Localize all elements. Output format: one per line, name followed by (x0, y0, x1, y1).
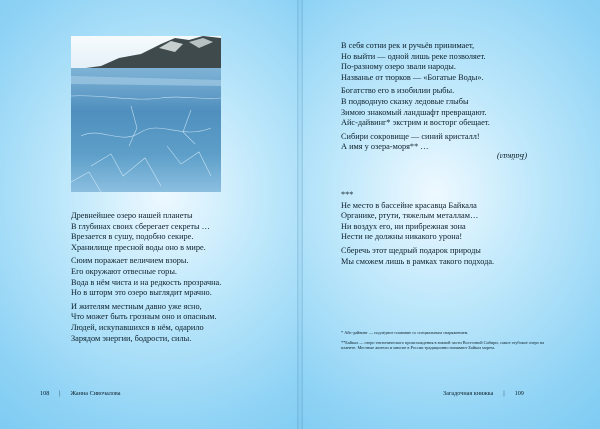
author-name: Жанна Сивочалова (70, 390, 121, 397)
page-number: 108 (40, 390, 50, 397)
poem-line: Врезается в сушу, подобно секире. (71, 232, 194, 242)
poem-line: Древнейшее озеро нашей планеты (71, 211, 193, 220)
poem-line: Названье от тюрков — «Богатые Воды». (341, 72, 484, 82)
poem-line: Ни воздух его, ни прибрежная зона (341, 221, 466, 231)
poem-line: Зимою знакомый ландшафт превращают. (341, 107, 487, 117)
poem-line: Мы сможем лишь в рамках такого подхода. (341, 256, 495, 266)
poem-heading: *** (341, 190, 354, 199)
poem-line: Но в шторм это озеро выглядит мрачно. (71, 288, 212, 298)
stanza (341, 132, 490, 153)
stanza (341, 246, 494, 267)
poem-signature: (Байкал) (497, 152, 528, 161)
left-poem (71, 211, 221, 347)
footnotes (341, 330, 553, 355)
stanza (71, 256, 221, 298)
right-page (300, 0, 600, 429)
poem-line: Его окружают отвесные горы. (71, 266, 177, 276)
stanza (341, 86, 490, 128)
right-poem-bottom (341, 190, 494, 270)
poem-line: Что может быть грозным оно и опасным. (71, 312, 217, 322)
book-title: Загадочная книжка (443, 390, 494, 397)
poem-line: Сюим поражает величием взоры. (71, 256, 189, 266)
poem-line: Сибири сокровище — синий кристалл! (341, 131, 480, 141)
poem-line: Айс-дайвинг* экстрим и восторг обещает. (341, 118, 490, 128)
page-number: 109 (514, 390, 524, 397)
poem-line: Богатство его в изобилии рыбы. (341, 86, 455, 96)
book-gutter (297, 0, 303, 429)
footnote: * Айс-дайвинг — подлёдное плавание со специальным снаряжением. (341, 330, 469, 335)
poem-line: В себя сотни рек и ручьёв принимает, (341, 41, 475, 50)
poem-line: Людей, искупавшихся в нём, одарило (71, 322, 204, 332)
left-page-footer (40, 390, 121, 397)
stanza (341, 41, 490, 83)
poem-line: А имя у озера-моря** … (341, 142, 429, 152)
right-poem-top (341, 41, 490, 156)
poem-line: По-разному озеро звали народы. (341, 62, 456, 72)
footnote: **Байкал — озеро тектонического происхождения в южной части Восточной Сибири, самое глубокое озеро на планете. Местные жители и многие в России традиционно называют Байкал морем. (341, 339, 545, 351)
poem-line: Сберечь этот щедрый подарок природы (341, 245, 481, 255)
poem-line: Нести не должны никакого урона! (341, 232, 463, 242)
stanza (341, 201, 494, 243)
footer-separator: | (59, 390, 61, 397)
poem-line: Вода в нём чиста и на редкость прозрачна. (71, 277, 222, 287)
poem-line: В глубинах своих сберегает секреты … (71, 221, 210, 231)
poem-line: Зарядом энергии, бодрости, силы. (71, 333, 192, 343)
poem-line: Хранилище пресной воды оно в мире. (71, 242, 206, 252)
poem-line: Но выйти — одной лишь реке позволяет. (341, 51, 486, 61)
lake-baikal-photo (71, 36, 221, 192)
poem-line: И жителям местным давно уже ясно, (71, 301, 202, 311)
poem-line: В подводную сказку ледовые глыбы (341, 96, 469, 106)
stanza (71, 211, 221, 253)
poem-line: Органике, ртути, тяжелым металлам… (341, 211, 479, 221)
right-page-footer (443, 390, 524, 397)
poem-line: Не место в бассейне красавца Байкала (341, 200, 477, 210)
footer-separator: | (503, 390, 505, 397)
stanza (71, 302, 221, 344)
